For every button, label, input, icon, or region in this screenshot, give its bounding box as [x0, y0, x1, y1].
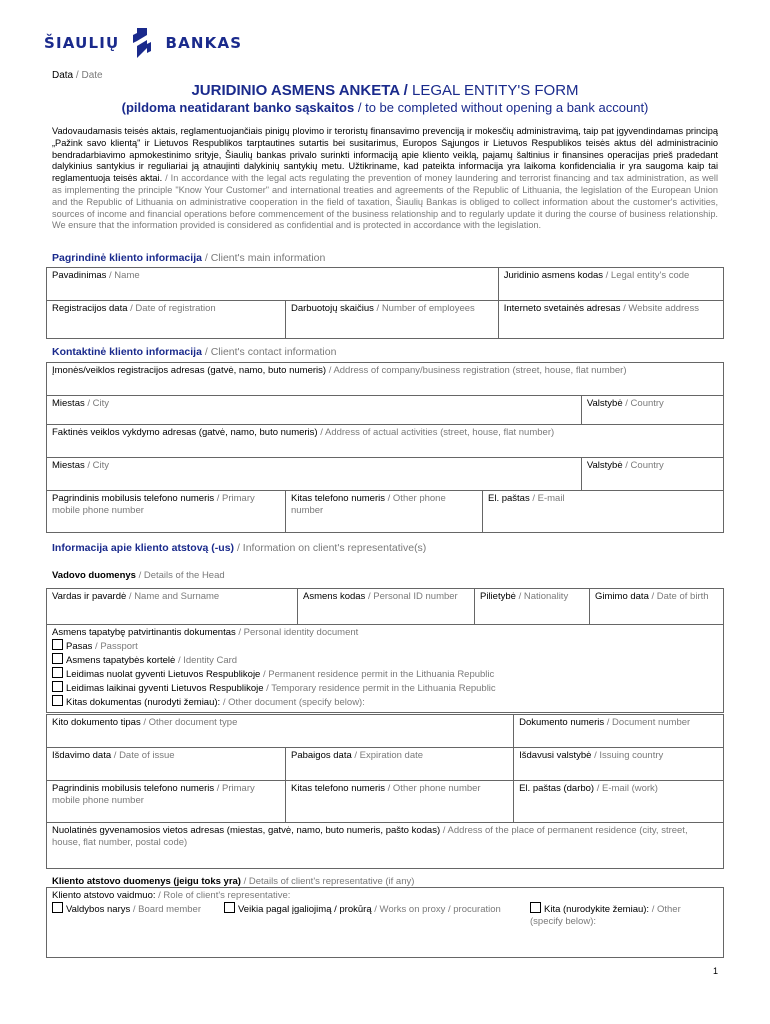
section-rep-en: / Information on client's representative(s)	[236, 542, 427, 554]
checkbox[interactable]	[52, 653, 63, 664]
date-field[interactable]	[52, 70, 103, 81]
doc-option-id-card[interactable]	[52, 653, 718, 667]
pid-label-en: / Personal ID number	[367, 591, 458, 602]
actaddr-label-en: / Address of actual activities (street, house, flat number)	[320, 427, 555, 438]
permanent-address-field[interactable]	[47, 823, 724, 869]
country-field-2[interactable]	[581, 458, 723, 491]
doc-option-label: Leidimas nuolat gyventi Lietuvos Respublikoje	[66, 669, 261, 680]
section-representative	[52, 542, 426, 554]
doc-option-temporary-permit[interactable]	[52, 681, 718, 695]
website-label-en: / Website address	[623, 303, 699, 314]
employees-field[interactable]	[286, 301, 499, 339]
employees-label-en: / Number of employees	[376, 303, 475, 314]
section-contact-en: / Client's contact information	[204, 346, 337, 358]
contact-table	[46, 362, 724, 491]
country-label-2: Valstybė	[586, 460, 623, 471]
iddoc-label-en: / Personal identity document	[238, 627, 359, 638]
logo-text-left: ŠIAULIŲ	[44, 34, 120, 52]
head-details-table	[46, 588, 724, 625]
reprole-label: Kliento atstovo vaidmuo:	[52, 890, 156, 901]
issuedate-label-en: / Date of issue	[113, 750, 175, 761]
workemail-label-en: / E-mail (work)	[596, 783, 658, 794]
actaddr-label: Faktinės veiklos vykdymo adresas (gatvė, namo, buto numeris)	[52, 427, 318, 438]
id-document-group	[47, 625, 724, 713]
contact-phone-table	[46, 490, 724, 533]
docnum-label-en: / Document number	[606, 717, 691, 728]
doc-number-field[interactable]	[514, 715, 724, 748]
fullname-label-en: / Name and Surname	[128, 591, 220, 602]
regaddr-label-en: / Address of company/business registration (street, house, flat number)	[328, 365, 627, 376]
regdate-label-en: / Date of registration	[130, 303, 216, 314]
rep-otherphone-label-en: / Other phone number	[387, 783, 481, 794]
repdetails-label: Kliento atstovo duomenys (jeigu toks yra)	[52, 876, 241, 887]
regaddr-label: Įmonės/veiklos registracijos adresas (gatvė, namo, buto numeris)	[52, 365, 327, 376]
rep-details-heading	[52, 876, 414, 887]
issuingcountry-label: Išdavusi valstybė	[519, 750, 592, 761]
doc-type-field[interactable]	[47, 715, 514, 748]
section-main-lt: Pagrindinė kliento informacija	[52, 252, 202, 264]
code-label-en: / Legal entity's code	[605, 270, 690, 281]
doc-option-label: Leidimas laikinai gyventi Lietuvos Respublikoje	[66, 683, 264, 694]
role-option-label: Valdybos narys	[66, 904, 131, 915]
pid-label: Asmens kodas	[303, 591, 366, 602]
email-field[interactable]	[483, 491, 724, 533]
country-label-en-2: / Country	[625, 460, 664, 471]
doc-option-label-en: / Identity Card	[177, 655, 238, 666]
issuedate-label: Išdavimo data	[52, 750, 112, 761]
doc-option-label-en: / Passport	[95, 641, 138, 652]
checkbox[interactable]	[52, 667, 63, 678]
rep-role-table	[46, 887, 724, 958]
section-contact-lt: Kontaktinė kliento informacija	[52, 346, 202, 358]
intro-paragraph	[52, 126, 718, 232]
form-subtitle	[0, 100, 770, 115]
expdate-label: Pabaigos data	[291, 750, 352, 761]
head-label: Vadovo duomenys	[52, 570, 136, 581]
issue-date-field[interactable]	[47, 748, 286, 781]
role-option-other[interactable]	[530, 902, 710, 928]
subtitle-lt: (pildoma neatidarant banko sąskaitos	[121, 100, 355, 115]
checkbox[interactable]	[52, 681, 63, 692]
rep-mobile-field[interactable]	[47, 781, 286, 823]
fullname-field[interactable]	[47, 589, 298, 625]
country-label-en-1: / Country	[625, 398, 664, 409]
iddoc-label: Asmens tapatybę patvirtinantis dokumentas	[52, 627, 236, 638]
city-field-2[interactable]	[47, 458, 582, 491]
email-label: El. paštas	[488, 493, 530, 504]
country-label-1: Valstybė	[586, 398, 623, 409]
permaddr-label: Nuolatinės gyvenamosios vietos adresas (miestas, gatvė, namo, buto numeris, pašto kodas)	[52, 825, 441, 836]
id-document-table	[46, 624, 724, 713]
city-field-1[interactable]	[47, 396, 582, 425]
expdate-label-en: / Expiration date	[354, 750, 424, 761]
date-label-lt: Data	[52, 70, 74, 81]
role-option-board-member[interactable]	[52, 902, 201, 916]
form-title	[0, 82, 770, 99]
role-option-label-en: / Board member	[132, 904, 202, 915]
docnum-label: Dokumento numeris	[519, 717, 605, 728]
nationality-label-en: / Nationality	[518, 591, 569, 602]
code-label: Juridinio asmens kodas	[503, 270, 604, 281]
city-label-en-1: / City	[87, 398, 110, 409]
reg-address-field[interactable]	[47, 363, 724, 396]
mobile-phone-field[interactable]	[47, 491, 286, 533]
doc-option-label: Asmens tapatybės kortelė	[66, 655, 176, 666]
title-en: LEGAL ENTITY'S FORM	[412, 82, 579, 99]
doc-option-label: Pasas	[66, 641, 93, 652]
doc-option-label-en: / Permanent residence permit in the Lithuania Republic	[262, 669, 495, 680]
doctype-label: Kito dokumento tipas	[52, 717, 141, 728]
city-label-2: Miestas	[52, 460, 85, 471]
doc-option-permanent-permit[interactable]	[52, 667, 718, 681]
intro-en: / In accordance with the legal acts regulating the prevention of money laundering and terrorist financing and tax administration, as well as implementing the principle "Know Your Customer" and international treaties and agreements of the Republic of Lithuania, the legislation of the European Union and the Republic of Lithuania on administrative cooperation in the field of taxation, Šiaulių Bankas is obliged to collect information about the customer's activities, sources of income and financial operations before commencement of the business relationship and to regularly update it during the course of business relationship. We ensure that the information provided is considered as confidential and is protected in accordance with the legislation.	[52, 173, 718, 231]
role-option-proxy[interactable]	[224, 902, 501, 916]
role-option-label-en: / Other (specify below):	[530, 904, 681, 927]
section-contact-info	[52, 346, 336, 358]
name-label-en: / Name	[109, 270, 140, 281]
otherphone-label: Kitas telefono numeris	[291, 493, 385, 504]
repdetails-label-en: / Details of client's representative (if any)	[243, 876, 415, 887]
country-field-1[interactable]	[581, 396, 723, 425]
checkbox[interactable]	[52, 902, 63, 913]
role-option-label: Veikia pagal įgaliojimą / prokūrą	[238, 904, 372, 915]
document-details-table	[46, 714, 724, 869]
dob-field[interactable]	[590, 589, 724, 625]
rep-role-group	[47, 888, 724, 958]
checkbox[interactable]	[224, 902, 235, 913]
regdate-label: Registracijos data	[52, 303, 128, 314]
legal-code-field[interactable]	[498, 268, 723, 301]
section-main-info	[52, 252, 325, 264]
doctype-label-en: / Other document type	[143, 717, 238, 728]
fullname-label: Vardas ir pavardė	[52, 591, 127, 602]
nationality-label: Pilietybė	[480, 591, 516, 602]
website-label: Interneto svetainės adresas	[503, 303, 621, 314]
section-main-en: / Client's main information	[204, 252, 326, 264]
dob-label-en: / Date of birth	[651, 591, 709, 602]
checkbox[interactable]	[52, 639, 63, 650]
name-label: Pavadinimas	[52, 270, 107, 281]
doc-option-label: Kitas dokumentas (nurodyti žemiau):	[66, 697, 221, 708]
role-option-label: Kita (nurodykite žemiau):	[544, 904, 650, 915]
section-rep-lt: Informacija apie kliento atstovą (-us)	[52, 542, 235, 554]
logo-text-right: BANKAS	[165, 34, 243, 52]
personal-id-field[interactable]	[298, 589, 475, 625]
date-label-en: / Date	[75, 70, 103, 81]
email-label-en: / E-mail	[532, 493, 565, 504]
actual-address-field[interactable]	[47, 425, 724, 458]
mobile-label-en: / Primary mobile phone number	[52, 493, 255, 516]
doc-option-other[interactable]	[52, 695, 718, 709]
work-email-field[interactable]	[514, 781, 724, 823]
nationality-field[interactable]	[475, 589, 590, 625]
head-details-heading	[52, 570, 225, 581]
logo-icon	[129, 26, 155, 60]
other-phone-field[interactable]	[286, 491, 483, 533]
employees-label: Darbuotojų skaičius	[291, 303, 374, 314]
main-info-table	[46, 267, 724, 339]
issuingcountry-label-en: / Issuing country	[594, 750, 664, 761]
subtitle-en: / to be completed without opening a bank account)	[357, 100, 649, 115]
role-option-label-en: / Works on proxy / procuration	[374, 904, 501, 915]
doc-option-label-en: / Other document (specify below):	[222, 697, 365, 708]
page-number: 1	[712, 966, 718, 976]
bank-logo	[44, 26, 242, 60]
title-lt: JURIDINIO ASMENS ANKETA /	[191, 82, 408, 99]
expiration-date-field[interactable]	[286, 748, 514, 781]
issuing-country-field[interactable]	[514, 748, 724, 781]
name-field[interactable]	[47, 268, 499, 301]
website-field[interactable]	[498, 301, 723, 339]
date-label-en-text: Date	[81, 70, 103, 81]
dob-label: Gimimo data	[595, 591, 649, 602]
rep-mobile-label: Pagrindinis mobilusis telefono numeris	[52, 783, 215, 794]
rep-other-phone-field[interactable]	[286, 781, 514, 823]
rep-mobile-label-en: / Primary mobile phone number	[52, 783, 255, 806]
checkbox[interactable]	[52, 695, 63, 706]
doc-option-label-en: / Temporary residence permit in the Lithuania Republic	[266, 683, 496, 694]
doc-option-passport[interactable]	[52, 639, 718, 653]
otherphone-label-en: / Other phone number	[291, 493, 446, 516]
workemail-label: El. paštas (darbo)	[519, 783, 595, 794]
permaddr-label-en: / Address of the place of permanent residence (city, street, house, flat number, postal code)	[52, 825, 688, 848]
reprole-label-en: / Role of client's representative:	[158, 890, 291, 901]
reg-date-field[interactable]	[47, 301, 286, 339]
head-label-en: / Details of the Head	[138, 570, 225, 581]
intro-lt: Vadovaudamasis teisės aktais, reglamentuojančiais pinigų plovimo ir teroristų finansavimo prevenciją ir mokesčių administravimą, taip pat įgyvendindamas principą „Pažink savo klientą" ir Lietuvos Respublikos tarptautines sutartis bei susitarimus, Europos Sąjungos ir Lietuvos Respublikos teisės aktus dėl administracinio bendradarbiavimo apmokestinimo srityje, Šiaulių bankas privalo surinkti informaciją apie kliento veiklą, pajamų šaltinius ir finansines operacijas prieš pradedant dalykinius santykius ir reguliariai ją atnaujinti dalykinių santykių metu. Užtikriname, kad pateikta informacija yra laikoma konfidencialia ir yra saugoma kaip tai reglamentuoja teisės aktai.	[52, 126, 718, 184]
checkbox[interactable]	[530, 902, 541, 913]
city-label-en-2: / City	[87, 460, 110, 471]
city-label-1: Miestas	[52, 398, 85, 409]
rep-otherphone-label: Kitas telefono numeris	[291, 783, 385, 794]
mobile-label: Pagrindinis mobilusis telefono numeris	[52, 493, 215, 504]
